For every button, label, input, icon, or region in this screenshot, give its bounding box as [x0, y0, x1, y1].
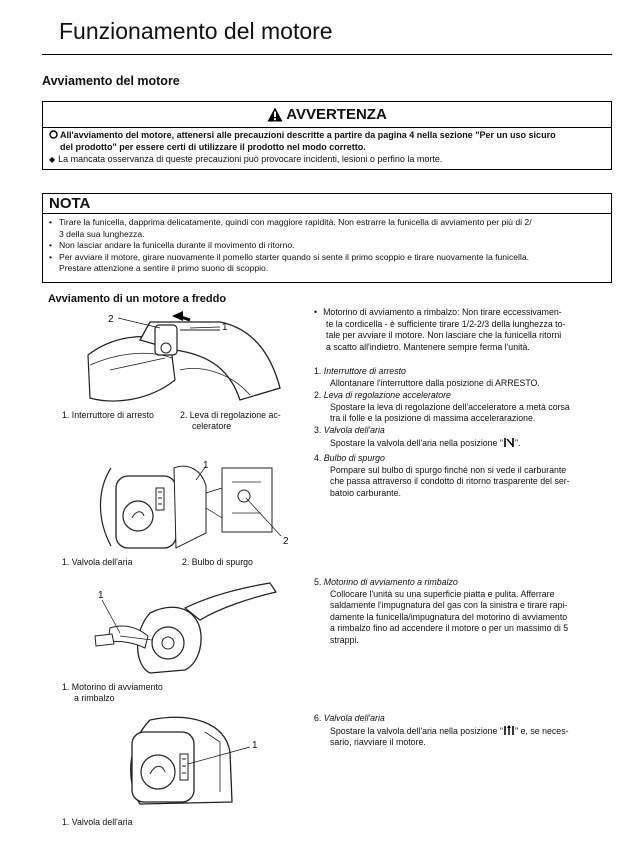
- warning-box: [42, 101, 612, 170]
- warning-line-2: del prodotto" per essere certi di utilizzare il prodotto nel modo corretto.: [60, 142, 366, 152]
- page-title: Funzionamento del motore: [59, 18, 333, 44]
- callout-2: 2: [283, 536, 289, 547]
- intro-paragraph: • Motorino di avviamento a rimbalzo: Non tirare eccessivamen- te la cordicella - è sufficiente tirare 1/2-2/3 della lunghezza to- tale per avviare il motore. Non lasciare che la funicella ritorni a scatto all'indietro. Mantenere sempre ferma l'unità.: [314, 307, 566, 352]
- caption-fig2-1: 1. Valvola dell'aria: [62, 557, 133, 567]
- bullet-icon: •: [49, 251, 53, 262]
- step-6: 6. Valvola dell'aria Spostare la valvola dell'aria nella posizione " " e, se neces- sario, riavviare il motore.: [314, 713, 569, 747]
- step-5: 5. Motorino di avviamento a rimbalzo Collocare l'unità su una superficie piatta e pulita. Afferrare saldamente l'impugnatura del gas con la sinistra e tirare rapi- damente la funicella/impugnatura del motorino di avviamento a rimbalzo fino ad accendere il motore o per un massimo di 5 strappi.: [314, 577, 569, 645]
- step-1: 1. Interruttore di arresto Allontanare l'interruttore dalla posizione di ARRESTO.: [314, 366, 540, 388]
- step-2: 2. Leva di regolazione acceleratore Spostare la leva di regolazione dell'acceleratore a metà corsa tra il folle e la posizione di massima accelerarazione.: [314, 390, 570, 423]
- figure-recoil-starter-illustration: [90, 578, 290, 678]
- title-divider: [42, 54, 612, 55]
- note-box: [42, 193, 612, 283]
- callout-1: 1: [222, 322, 228, 333]
- warning-title: AVVERTENZA: [286, 106, 387, 123]
- warning-header: [43, 102, 611, 128]
- caption-fig1-2a: 2. Leva di regolazione ac-: [180, 410, 281, 420]
- figure-choke-open-illustration: [110, 712, 260, 812]
- callout-2: 2: [108, 314, 114, 325]
- warning-line-1: All'avviamento del motore, attenersi alle precauzioni descritte a partire da pagina 4 nella sezione "Per un uso sicuro: [49, 129, 604, 141]
- diamond-bullet-icon: ◆: [49, 155, 56, 164]
- warning-triangle-icon: [267, 107, 283, 122]
- note-line: Prestare attenzione a sentire il primo suono di scoppio.: [59, 263, 269, 273]
- note-line: 3 della sua lunghezza.: [59, 228, 145, 239]
- callout-1: 1: [98, 590, 104, 601]
- figure-throttle-illustration: [80, 310, 295, 410]
- circle-bullet-icon: [49, 130, 58, 139]
- caption-fig1-1: 1. Interruttore di arresto: [62, 410, 154, 420]
- figure-choke-illustration: [96, 458, 286, 553]
- callout-1: 1: [203, 460, 209, 471]
- step-3: 3. Valvola dell'aria Spostare la valvola dell'aria nella posizione " ".: [314, 425, 521, 448]
- bullet-icon: •: [314, 307, 318, 317]
- step-4: 4. Bulbo di spurgo Pompare sul bulbo di spurgo finché non si vede il carburante che passa attraverso il condotto di ritorno trasparente del ser- batoio carburante.: [314, 453, 570, 498]
- note-line: • Non lasciar andare la funicella durante il movimento di ritorno.: [49, 240, 295, 250]
- callout-1: 1: [252, 740, 258, 751]
- note-line: • Per avviare il motore, girare nuovamente il pomello starter quando si sente il primo scoppio e tirare nuovamente la funicella.: [49, 251, 530, 262]
- caption-fig3-1b: a rimbalzo: [74, 693, 115, 703]
- choke-open-icon: [503, 725, 515, 736]
- bullet-icon: •: [49, 217, 53, 227]
- choke-closed-icon: [503, 437, 515, 448]
- caption-fig3-1a: 1. Motorino di avviamento: [62, 682, 163, 692]
- caption-fig4-1: 1. Valvola dell'aria: [62, 817, 133, 827]
- note-title: NOTA: [43, 194, 611, 214]
- section-heading: Avviamento del motore: [42, 74, 180, 88]
- note-line: • Tirare la funicella, dapprima delicatamente, quindi con maggiore rapidità. Non estrarre la funicella di avviamento per più di 2/: [49, 217, 532, 227]
- caption-fig1-2b: celeratore: [192, 421, 232, 431]
- warning-line-3: ◆ La mancata osservanza di queste precauzioni può provocare incidenti, lesioni o perfino la morte.: [49, 154, 443, 164]
- bullet-icon: •: [49, 240, 53, 250]
- cold-start-heading: Avviamento di un motore a freddo: [48, 293, 227, 305]
- caption-fig2-2: 2. Bulbo di spurgo: [182, 557, 253, 567]
